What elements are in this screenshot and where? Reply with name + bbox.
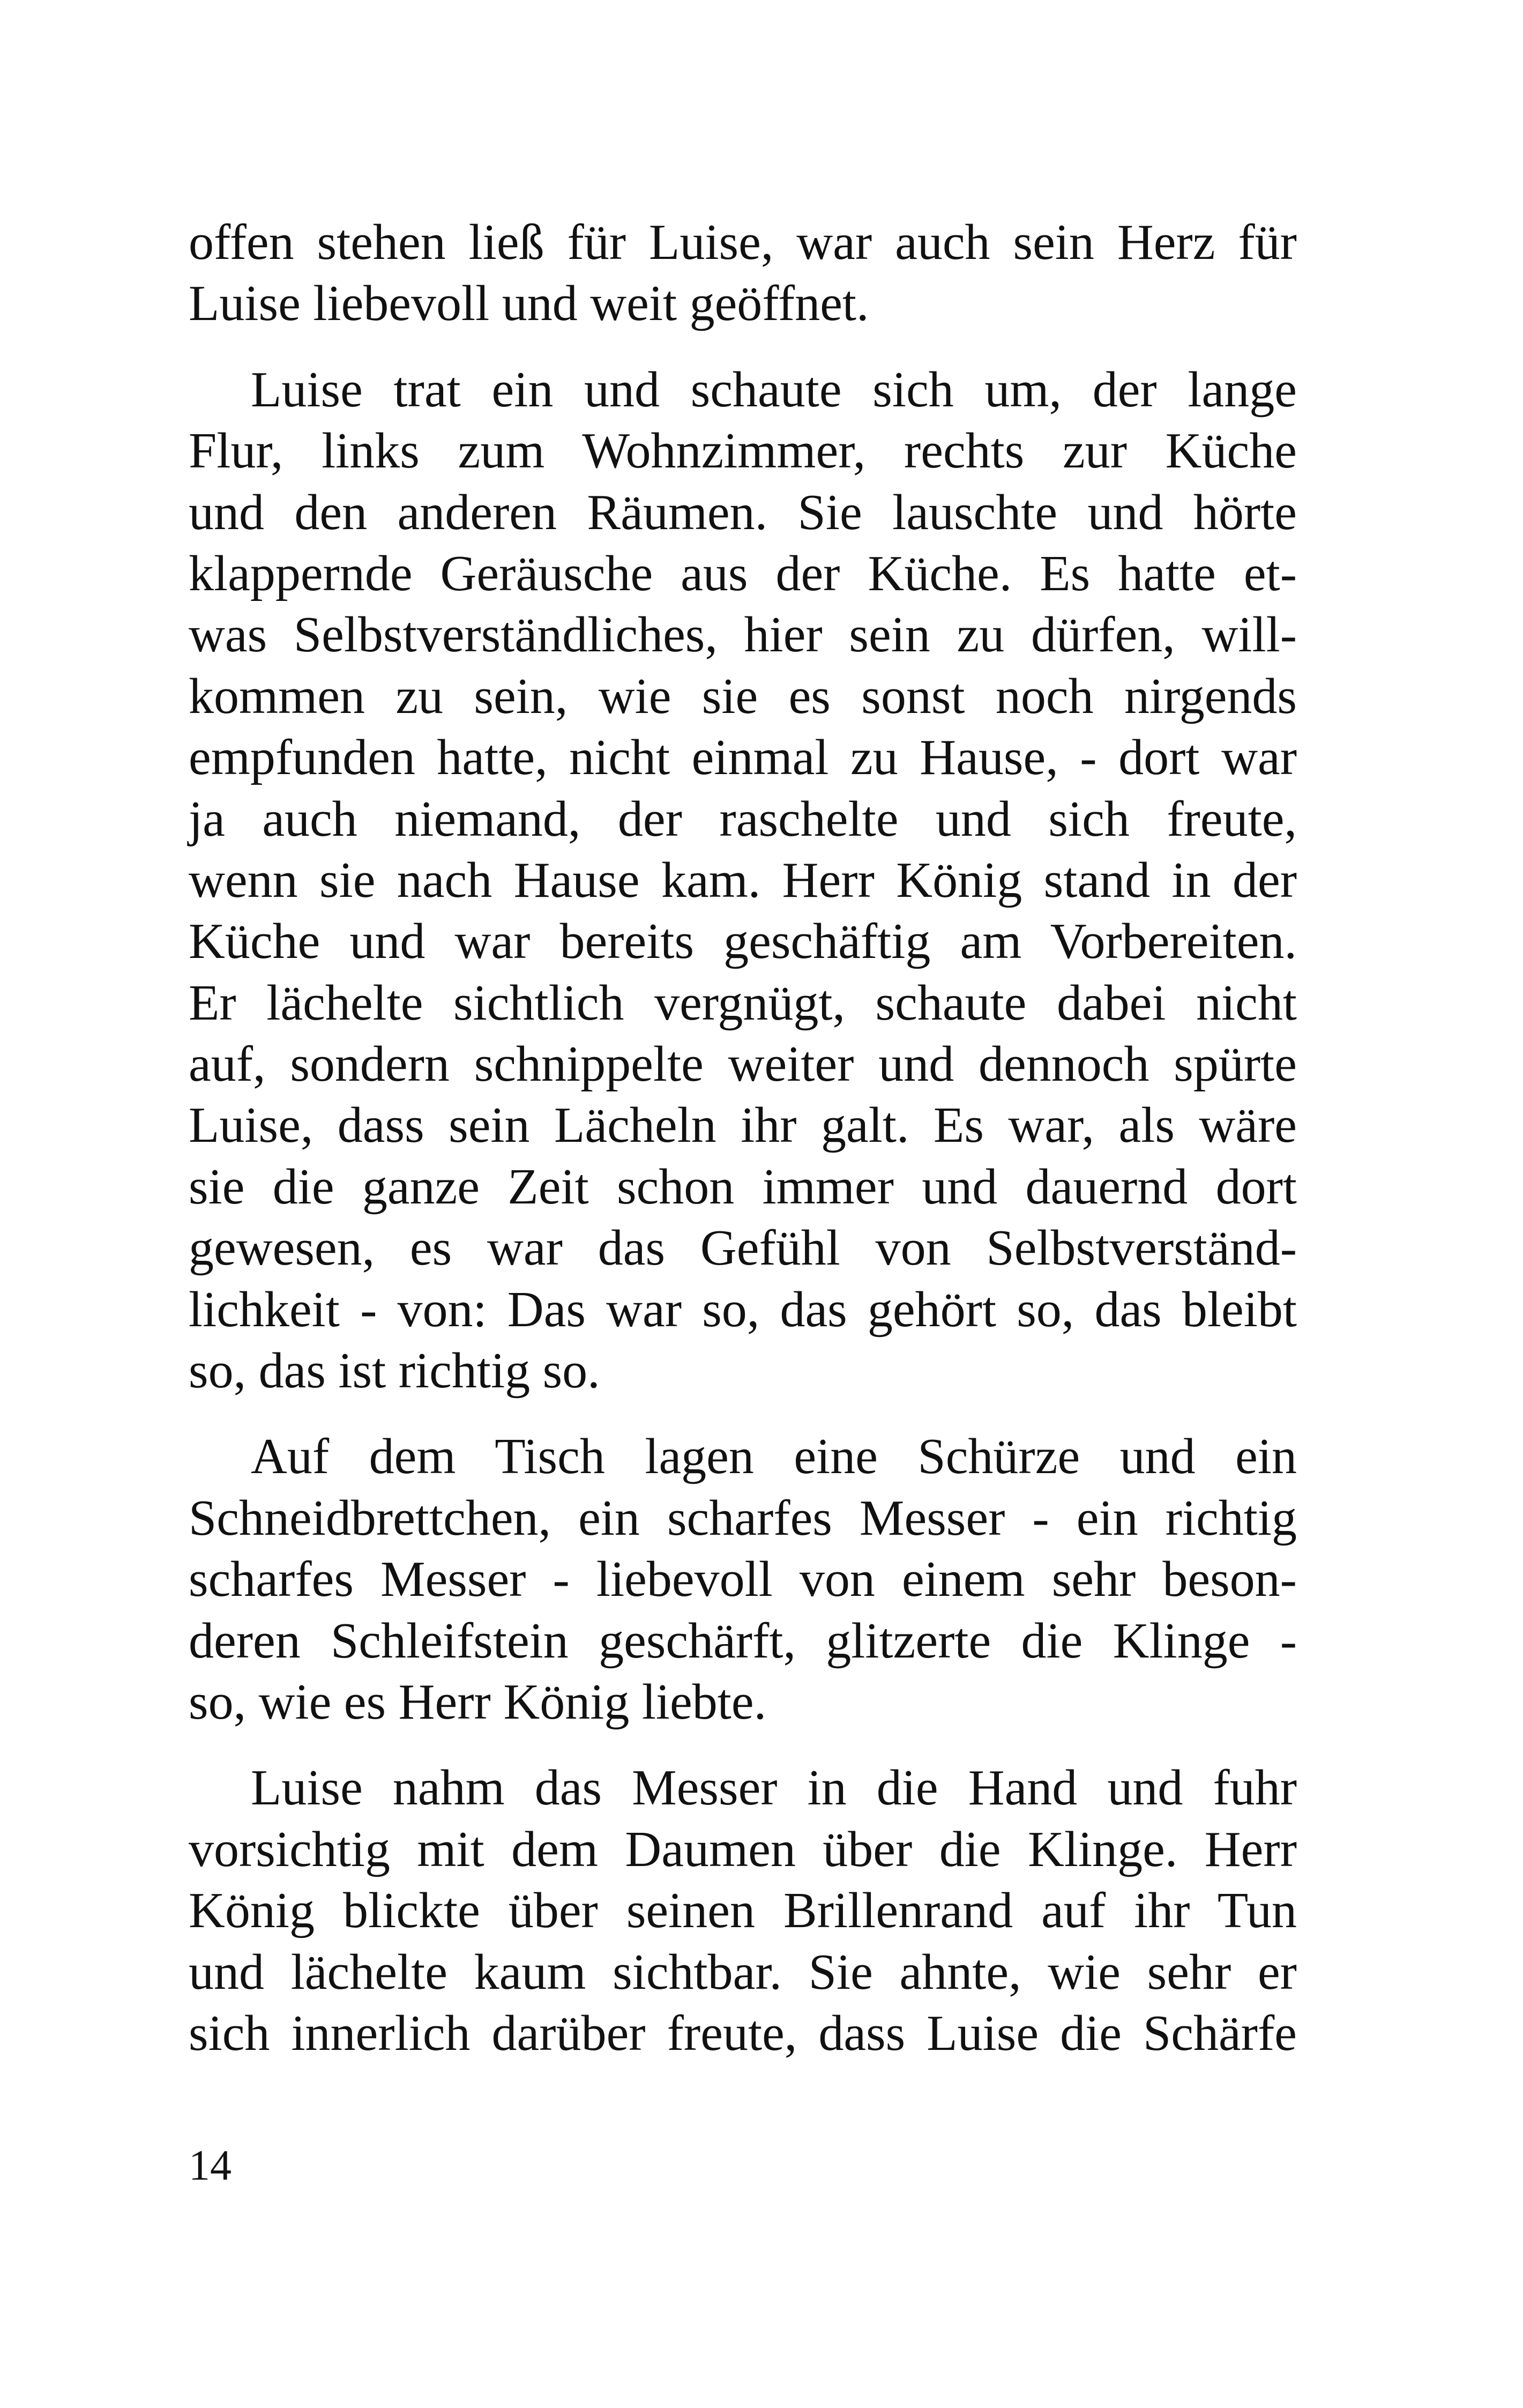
text-line: Luise nahm das Messer in die Hand und fuhr bbox=[251, 1760, 1297, 1816]
text-line: offen stehen ließ für Luise, war auch sein Herz für bbox=[189, 214, 1297, 270]
text-line: Er lächelte sichtlich vergnügt, schaute dabei nicht bbox=[189, 975, 1297, 1031]
text-line: Luise trat ein und schaute sich um, der lange bbox=[251, 361, 1297, 418]
text-line: empfunden hatte, nicht einmal zu Hause, - dort war bbox=[189, 730, 1297, 786]
text-line: Schneidbrettchen, ein scharfes Messer - ein richtig bbox=[189, 1490, 1297, 1546]
paragraph-2 bbox=[189, 359, 1297, 1402]
text-line: König blickte über seinen Brillenrand auf ihr Tun bbox=[189, 1883, 1297, 1939]
paragraph-3 bbox=[189, 1426, 1297, 1733]
text-line: was Selbstverständliches, hier sein zu dürfen, will- bbox=[189, 607, 1297, 663]
text-line: kommen zu sein, wie sie es sonst noch nirgends bbox=[189, 668, 1297, 724]
text-line: so, das ist richtig so. bbox=[189, 1343, 600, 1399]
text-line: sich innerlich darüber freute, dass Luise die Schärfe bbox=[189, 2005, 1297, 2061]
text-line: so, wie es Herr König liebte. bbox=[189, 1674, 767, 1730]
text-line: lichkeit - von: Das war so, das gehört so, das bleibt bbox=[189, 1281, 1297, 1337]
text-line: Auf dem Tisch lagen eine Schürze und ein bbox=[251, 1429, 1297, 1485]
text-line: klappernde Geräusche aus der Küche. Es hatte et- bbox=[189, 545, 1297, 601]
paragraph-1 bbox=[189, 212, 1297, 335]
text-line: und den anderen Räumen. Sie lauschte und hörte bbox=[189, 484, 1297, 540]
text-line: Küche und war bereits geschäftig am Vorbereiten. bbox=[189, 913, 1297, 970]
text-line: wenn sie nach Hause kam. Herr König stand in der bbox=[189, 852, 1297, 908]
text-line: sie die ganze Zeit schon immer und dauernd dort bbox=[189, 1158, 1297, 1215]
text-line: scharfes Messer - liebevoll von einem sehr beson- bbox=[189, 1551, 1297, 1608]
text-line: gewesen, es war das Gefühl von Selbstverständ- bbox=[189, 1220, 1297, 1276]
body-text bbox=[189, 212, 1297, 2089]
text-line: Luise, dass sein Lächeln ihr galt. Es war, als wäre bbox=[189, 1097, 1297, 1154]
page-number: 14 bbox=[189, 2142, 232, 2189]
text-line: auf, sondern schnippelte weiter und dennoch spürte bbox=[189, 1036, 1297, 1092]
text-line: Flur, links zum Wohnzimmer, rechts zur Küche bbox=[189, 423, 1297, 479]
paragraph-4 bbox=[189, 1757, 1297, 2064]
text-line: vorsichtig mit dem Daumen über die Klinge. Herr bbox=[189, 1821, 1297, 1877]
text-line: und lächelte kaum sichtbar. Sie ahnte, wie sehr er bbox=[189, 1944, 1297, 2000]
text-line: ja auch niemand, der raschelte und sich freute, bbox=[189, 791, 1297, 847]
text-line: Luise liebevoll und weit geöffnet. bbox=[189, 276, 869, 332]
text-line: deren Schleifstein geschärft, glitzerte die Klinge - bbox=[189, 1612, 1297, 1669]
